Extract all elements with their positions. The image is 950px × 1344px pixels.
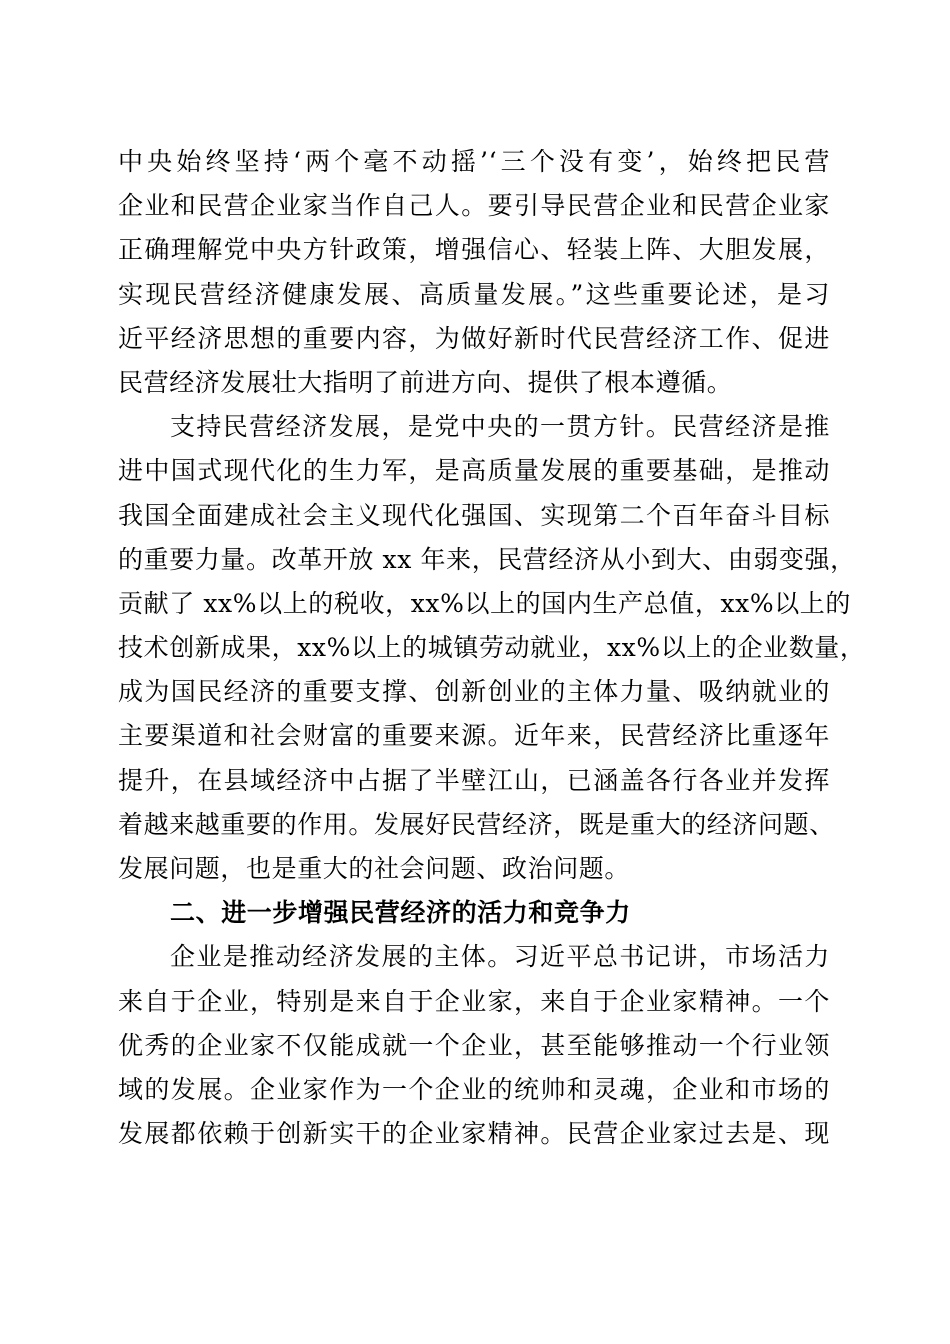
document-body — [118, 140, 866, 1156]
paragraph — [118, 935, 830, 1156]
text-line: 域的发展。企业家作为一个企业的统帅和灵魂，企业和市场的 — [118, 1074, 830, 1104]
section-heading: 二、进一步增强民营经济的活力和竞争力 — [170, 898, 631, 928]
text-line: 实现民营经济健康发展、高质量发展。”这些重要论述，是习 — [118, 279, 830, 309]
text-line: 正确理解党中央方针政策，增强信心、轻装上阵、大胆发展， — [118, 235, 830, 265]
text-line: 主要渠道和社会财富的重要来源。近年来，民营经济比重逐年 — [118, 721, 830, 751]
text-line: 着越来越重要的作用。发展好民营经济，既是重大的经济问题、 — [118, 809, 835, 839]
paragraph — [118, 140, 830, 405]
text-line: 来自于企业，特别是来自于企业家，来自于企业家精神。一个 — [118, 986, 830, 1016]
text-line: 进中国式现代化的生力军，是高质量发展的重要基础，是推动 — [118, 456, 830, 486]
text-line: 中央始终坚持‘两个毫不动摇’‘三个没有变’，始终把民营 — [118, 147, 830, 176]
text-line: 优秀的企业家不仅能成就一个企业，甚至能够推动一个行业领 — [118, 1030, 830, 1060]
text-line: 技术创新成果，xx%以上的城镇劳动就业，xx%以上的企业数量， — [118, 633, 866, 663]
text-line: 的重要力量。改革开放 xx 年来，民营经济从小到大、由弱变强， — [118, 544, 856, 574]
text-line: 成为国民经济的重要支撑、创新创业的主体力量、吸纳就业的 — [118, 677, 830, 707]
text-line: 企业和民营企业家当作自己人。要引导民营企业和民营企业家 — [118, 191, 830, 221]
text-line: 发展都依赖于创新实干的企业家精神。民营企业家过去是、现 — [118, 1119, 830, 1149]
text-line: 支持民营经济发展，是党中央的一贯方针。民营经济是推 — [170, 412, 830, 442]
text-line: 近平经济思想的重要内容，为做好新时代民营经济工作、促进 — [118, 323, 830, 353]
text-line: 民营经济发展壮大指明了前进方向、提供了根本遵循。 — [118, 367, 733, 397]
text-line: 发展问题，也是重大的社会问题、政治问题。 — [118, 854, 631, 883]
text-line: 提升，在县域经济中占据了半壁江山，已涵盖各行各业并发挥 — [118, 765, 830, 795]
text-line: 我国全面建成社会主义现代化强国、实现第二个百年奋斗目标 — [118, 500, 830, 530]
text-line: 贡献了 xx%以上的税收，xx%以上的国内生产总值，xx%以上的 — [118, 588, 852, 618]
paragraph — [118, 405, 866, 891]
text-line: 企业是推动经济发展的主体。习近平总书记讲，市场活力 — [170, 942, 830, 972]
